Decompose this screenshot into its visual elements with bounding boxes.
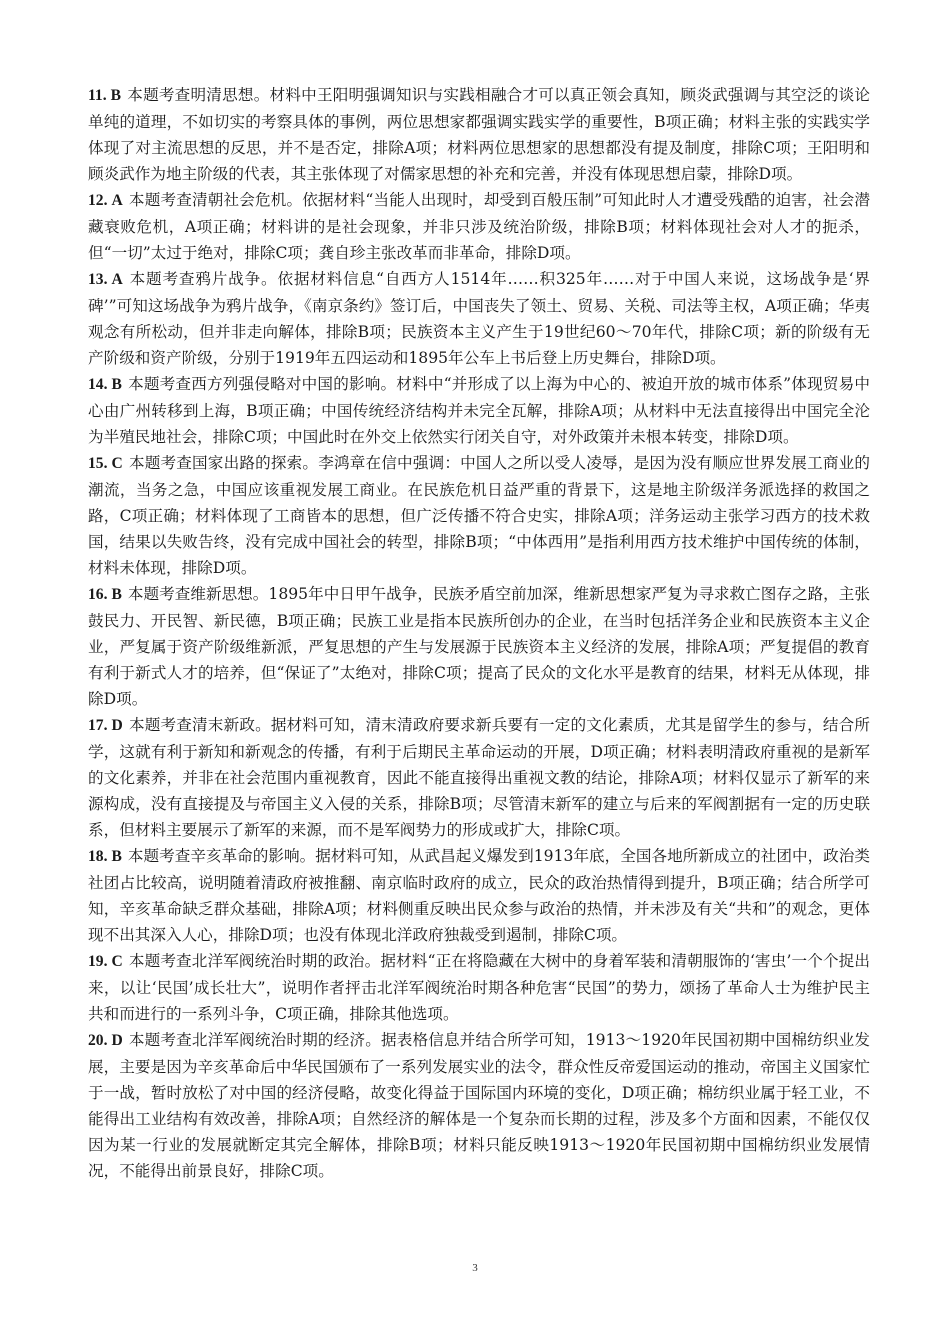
question-number: 12. xyxy=(88,192,108,209)
question-number: 16. xyxy=(88,586,108,603)
answer-item-18 xyxy=(88,843,870,948)
question-number: 19. xyxy=(88,953,108,970)
question-number: 17. xyxy=(88,717,108,734)
answer-key: D xyxy=(111,1032,123,1049)
answer-explanation: 本题考查北洋军阀统治时期的政治。据材料“正在将隐藏在大树中的身着军装和清朝服饰的‘害虫’一个个捉出来，以让‘民国’成长壮大”，说明作者抨击北洋军阀统治时期各种危害“民国”的势力，颂扬了革命人士为维护民主共和而进行的一系列斗争，C项正确，排除其他选项。 xyxy=(88,952,870,1023)
answer-explanation: 本题考查明清思想。材料中王阳明强调知识与实践相融合才可以真正领会真知，顾炎武强调与其空泛的谈论单纯的道理，不如切实的考察具体的事例，两位思想家都强调实践实学的重要性，B项正确；材料主张的实践实学体现了对主流思想的反思，并不是否定，排除A项；材料两位思想家的思想都没有提及制度，排除C项；王阳明和顾炎武作为地主阶级的代表，其主张体现了对儒家思想的补充和完善，并没有体现思想启蒙，排除D项。 xyxy=(88,86,870,183)
answer-explanation: 本题考查北洋军阀统治时期的经济。据表格信息并结合所学可知，1913～1920年民国初期中国棉纺织业发展，主要是因为辛亥革命后中华民国颁布了一系列发展实业的法令，群众性反帝爱国运动的推动，帝国主义国家忙于一战，暂时放松了对中国的经济侵略，故变化得益于国际国内环境的变化，D项正确；棉纺织业属于轻工业，不能得出工业结构有效改善，排除A项；自然经济的解体是一个复杂而长期的过程，涉及多个方面和因素，不能仅仅因为某一行业的发展就断定其完全解体，排除B项；材料只能反映1913～1920年民国初期中国棉纺织业发展情况，不能得出前景良好，排除C项。 xyxy=(88,1031,870,1180)
answer-key: B xyxy=(111,586,122,603)
answer-list xyxy=(88,82,870,1184)
question-number: 15. xyxy=(88,455,108,472)
answer-item-12 xyxy=(88,187,870,266)
answer-key: B xyxy=(111,376,122,393)
answer-key: B xyxy=(111,848,122,865)
page-number: 3 xyxy=(472,1262,478,1274)
question-number: 11. xyxy=(88,87,107,104)
question-number: 20. xyxy=(88,1032,108,1049)
question-number: 13. xyxy=(88,271,108,288)
answer-explanation: 本题考查鸦片战争。依据材料信息“自西方人1514年……积325年……对于中国人来说，这场战争是‘界碑’”可知这场战争为鸦片战争，《南京条约》签订后，中国丧失了领土、贸易、关税、司法等主权，A项正确；华夷观念有所松动，但并非走向解体，排除B项；民族资本主义产生于19世纪60～70年代，排除C项；新的阶级有无产阶级和资产阶级，分别于1919年五四运动和1895年公车上书后登上历史舞台，排除D项。 xyxy=(88,270,870,367)
answer-item-17 xyxy=(88,712,870,843)
answer-item-13 xyxy=(88,266,870,371)
question-number: 18. xyxy=(88,848,108,865)
answer-key: A xyxy=(111,192,123,209)
answer-item-11 xyxy=(88,82,870,187)
answer-item-15 xyxy=(88,450,870,581)
answer-key: C xyxy=(111,953,123,970)
answer-key: B xyxy=(110,87,122,104)
answer-item-19 xyxy=(88,948,870,1027)
answer-key: D xyxy=(111,717,123,734)
answer-key: C xyxy=(111,455,123,472)
question-number: 14. xyxy=(88,376,108,393)
answer-explanation: 本题考查辛亥革命的影响。据材料可知，从武昌起义爆发到1913年底，全国各地所新成立的社团中，政治类社团占比较高，说明随着清政府被推翻、南京临时政府的成立，民众的政治热情得到提升，B项正确；结合所学可知，辛亥革命缺乏群众基础，排除A项；材料侧重反映出民众参与政治的热情，并未涉及有关“共和”的观念，更体现不出其深入人心，排除D项；也没有体现北洋政府独裁受到遏制，排除C项。 xyxy=(88,847,870,944)
answer-explanation: 本题考查维新思想。1895年中日甲午战争，民族矛盾空前加深，维新思想家严复为寻求救亡图存之路，主张鼓民力、开民智、新民德，B项正确；民族工业是指本民族所创办的企业，在当时包括洋务企业和民族资本主义企业，严复属于资产阶级维新派，严复思想的产生与发展源于民族资本主义经济的发展，排除A项；严复提倡的教育有利于新式人才的培养，但“保证了”太绝对，排除C项；提高了民众的文化水平是教育的结果，材料无从体现，排除D项。 xyxy=(88,585,870,708)
answer-item-20 xyxy=(88,1027,870,1184)
answer-explanation: 本题考查清朝社会危机。依据材料“当能人出现时，却受到百般压制”可知此时人才遭受残酷的迫害，社会潜藏衰败危机，A项正确；材料讲的是社会现象，并非只涉及统治阶级，排除B项；材料体现社会对人才的扼杀，但“一切”太过于绝对，排除C项；龚自珍主张改革而非革命，排除D项。 xyxy=(88,191,870,262)
answer-item-16 xyxy=(88,581,870,712)
answer-key: A xyxy=(111,271,123,288)
answer-item-14 xyxy=(88,371,870,450)
answer-explanation: 本题考查西方列强侵略对中国的影响。材料中“并形成了以上海为中心的、被迫开放的城市体系”体现贸易中心由广州转移到上海，B项正确；中国传统经济结构并未完全瓦解，排除A项；从材料中无法直接得出中国完全沦为半殖民地社会，排除C项；中国此时在外交上依然实行闭关自守，对外政策并未根本转变，排除D项。 xyxy=(88,375,870,446)
answer-explanation: 本题考查清末新政。据材料可知，清末清政府要求新兵要有一定的文化素质，尤其是留学生的参与，结合所学，这就有利于新知和新观念的传播，有利于后期民主革命运动的开展，D项正确；材料表明清政府重视的是新军的文化素养，并非在社会范围内重视教育，因此不能直接得出重视文教的结论，排除A项；材料仅显示了新军的来源构成，没有直接提及与帝国主义入侵的关系，排除B项；尽管清末新军的建立与后来的军阀割据有一定的历史联系，但材料主要展示了新军的来源，而不是军阀势力的形成或扩大，排除C项。 xyxy=(88,716,870,839)
answer-explanation: 本题考查国家出路的探索。李鸿章在信中强调：中国人之所以受人凌辱，是因为没有顺应世界发展工商业的潮流，当务之急，中国应该重视发展工商业。在民族危机日益严重的背景下，这是地主阶级洋务派选择的救国之路，C项正确；材料体现了工商皆本的思想，但广泛传播不符合史实，排除A项；洋务运动主张学习西方的技术救国，结果以失败告终，没有完成中国社会的转型，排除B项；“中体西用”是指利用西方技术维护中国传统的体制，材料未体现，排除D项。 xyxy=(88,454,870,577)
